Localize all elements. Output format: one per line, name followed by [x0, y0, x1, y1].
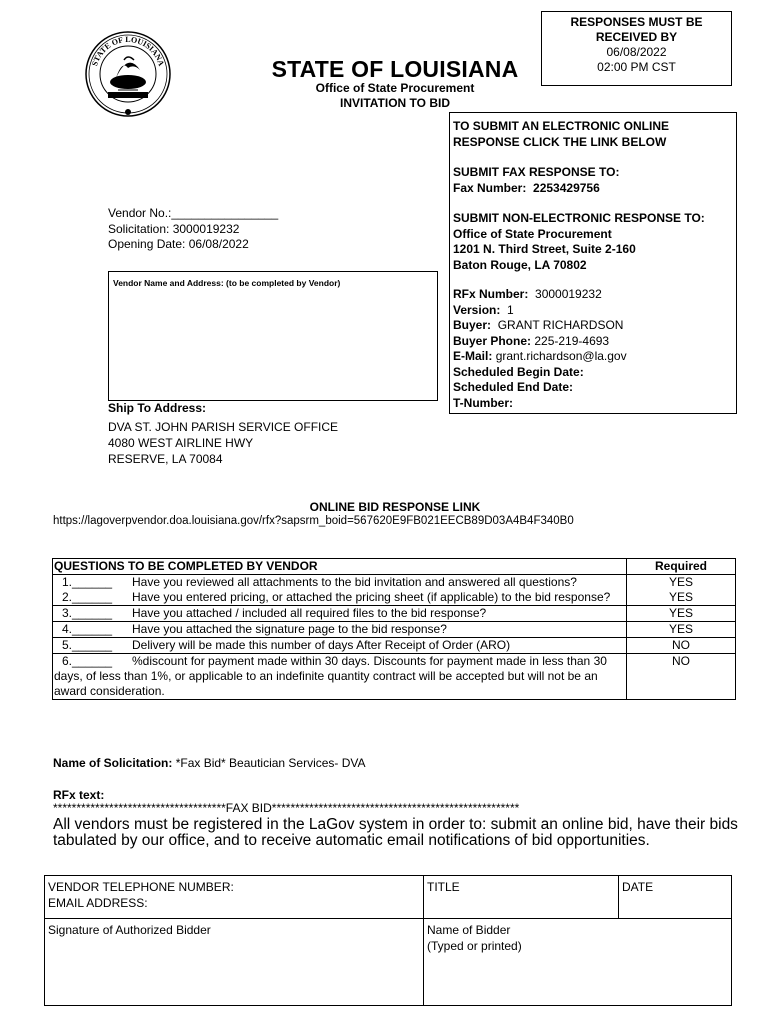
- question-required: YES: [627, 622, 736, 638]
- ship-to-address: [108, 400, 338, 467]
- responses-line1: RESPONSES MUST BE: [570, 15, 703, 29]
- vendor-info: [108, 206, 278, 253]
- responses-date: 06/08/2022: [606, 45, 667, 59]
- vendor-name-address-box[interactable]: [108, 271, 438, 401]
- buyer-label: Buyer:: [453, 318, 492, 332]
- office-subtitle: Office of State Procurement: [315, 81, 475, 95]
- page-title: STATE OF LOUISIANA: [271, 56, 519, 82]
- vendor-contact-cell[interactable]: [45, 876, 424, 919]
- submission-info-box: [449, 112, 737, 414]
- question-required: YES: [627, 606, 736, 622]
- table-row: [53, 654, 736, 700]
- question-number[interactable]: 2.______: [62, 590, 113, 604]
- signature-cell[interactable]: [45, 919, 424, 1006]
- signature-label: Signature of Authorized Bidder: [48, 923, 211, 937]
- vendor-questions-table: [52, 558, 736, 700]
- vendor-name-address-label: Vendor Name and Address: (to be completed by Vendor): [113, 278, 341, 288]
- question-number[interactable]: 3.______: [62, 606, 113, 620]
- buyer-phone: 225-219-4693: [534, 333, 610, 348]
- rfx-text-label: RFx text:: [53, 788, 105, 802]
- question-number[interactable]: 5.______: [62, 638, 113, 652]
- begin-date-label: Scheduled Begin Date:: [453, 364, 584, 379]
- responses-line2: RECEIVED BY: [595, 30, 678, 44]
- ship-to-label: Ship To Address:: [108, 401, 207, 415]
- question-required: NO: [627, 654, 736, 700]
- question-required: NO: [627, 638, 736, 654]
- title-cell[interactable]: [424, 876, 619, 919]
- question-required: YES: [627, 590, 736, 606]
- question-text: %discount for payment made within 30 days. Discounts for payment made in less than 30 days, of less than 1%, or applicable to an indefinite quantity contract will be accepted but will not be an award consideration.: [54, 654, 607, 698]
- solicitation-name-value: *Fax Bid* Beautician Services- DVA: [175, 756, 366, 770]
- electronic-instruction-1: TO SUBMIT AN ELECTRONIC ONLINE: [453, 119, 669, 133]
- address-line-2: 1201 N. Third Street, Suite 2-160: [453, 242, 636, 256]
- solicitation-name-label: Name of Solicitation:: [53, 756, 173, 770]
- t-number-label: T-Number:: [453, 395, 513, 410]
- version-label: Version:: [453, 302, 501, 317]
- question-text: Delivery will be made this number of days After Receipt of Order (ARO): [132, 638, 511, 652]
- ship-to-line-2: 4080 WEST AIRLINE HWY: [108, 436, 254, 450]
- rfx-fax-bid-banner: *************************************FAX BID*****************************************************: [53, 801, 520, 815]
- question-text: Have you entered pricing, or attached the pricing sheet (if applicable) to the bid response?: [132, 590, 611, 604]
- table-row: [53, 575, 736, 591]
- question-text: Have you attached / included all required files to the bid response?: [132, 606, 487, 620]
- required-header: Required: [627, 559, 736, 575]
- bidder-name-cell[interactable]: [424, 919, 732, 1006]
- signature-table: [44, 875, 732, 1006]
- rfx-number-label: RFx Number:: [453, 287, 529, 301]
- rfx-number: 3000019232: [535, 287, 602, 301]
- question-text: Have you attached the signature page to the bid response?: [132, 622, 447, 636]
- ship-to-line-3: RESERVE, LA 70084: [108, 452, 223, 466]
- solicitation-name: [53, 756, 366, 770]
- end-date-label: Scheduled End Date:: [453, 380, 574, 394]
- vendor-number: Vendor No.:________________: [108, 206, 279, 220]
- question-number[interactable]: 4.______: [62, 622, 113, 636]
- fax-number: 2253429756: [533, 180, 600, 195]
- online-bid-title: ONLINE BID RESPONSE LINK: [309, 500, 481, 514]
- question-required: YES: [627, 575, 736, 591]
- bidder-name-sublabel: (Typed or printed): [427, 939, 522, 953]
- electronic-instruction-2: RESPONSE CLICK THE LINK BELOW: [453, 134, 667, 149]
- buyer-email[interactable]: grant.richardson@la.gov: [495, 349, 627, 363]
- buyer-name: GRANT RICHARDSON: [497, 318, 624, 332]
- vendor-email-label: EMAIL ADDRESS:: [48, 896, 148, 910]
- rfx-text-body: All vendors must be registered in the LaGov system in order to: submit an online bid, have their bids tabulated by our office, and to receive automatic email notifications of bid opportunities.: [53, 816, 738, 849]
- question-number[interactable]: 6.______: [62, 654, 113, 668]
- title-label: TITLE: [427, 880, 460, 894]
- bidder-name-label: Name of Bidder: [427, 923, 511, 937]
- table-row: [53, 622, 736, 638]
- svg-text:STATE OF LOUISIANA: STATE OF LOUISIANA: [90, 34, 166, 68]
- buyer-phone-label: Buyer Phone:: [453, 333, 532, 348]
- fax-heading: SUBMIT FAX RESPONSE TO:: [453, 165, 620, 179]
- question-number[interactable]: 1.______: [62, 575, 113, 589]
- table-row: [53, 590, 736, 606]
- state-seal-logo: [78, 30, 178, 118]
- nonelectronic-heading: SUBMIT NON-ELECTRONIC RESPONSE TO:: [453, 211, 705, 225]
- table-row: [53, 638, 736, 654]
- doc-type-subtitle: INVITATION TO BID: [340, 96, 450, 110]
- question-text: Have you reviewed all attachments to the bid invitation and answered all questions?: [132, 575, 577, 589]
- vendor-phone-label: VENDOR TELEPHONE NUMBER:: [48, 880, 234, 894]
- address-line-3: Baton Rouge, LA 70802: [453, 257, 587, 272]
- questions-header: QUESTIONS TO BE COMPLETED BY VENDOR: [53, 559, 627, 575]
- responses-deadline-box: [541, 11, 732, 86]
- table-header-row: [53, 559, 736, 575]
- address-line-1: Office of State Procurement: [453, 226, 612, 241]
- email-label: E-Mail:: [453, 349, 493, 363]
- responses-time: 02:00 PM CST: [597, 60, 676, 74]
- date-label: DATE: [622, 880, 654, 894]
- ship-to-line-1: DVA ST. JOHN PARISH SERVICE OFFICE: [108, 420, 339, 434]
- table-row: [45, 919, 732, 1006]
- opening-date: Opening Date: 06/08/2022: [108, 237, 249, 251]
- table-row: [53, 606, 736, 622]
- table-row: [45, 876, 732, 919]
- solicitation-number: Solicitation: 3000019232: [108, 221, 240, 236]
- version-value: 1: [507, 302, 514, 317]
- online-bid-link[interactable]: https://lagoverpvendor.doa.louisiana.gov/rfx?sapsrm_boid=567620E9FB021EECB89D03A4B4F340B0: [53, 515, 574, 527]
- date-cell[interactable]: [619, 876, 732, 919]
- fax-number-label: Fax Number:: [453, 180, 527, 195]
